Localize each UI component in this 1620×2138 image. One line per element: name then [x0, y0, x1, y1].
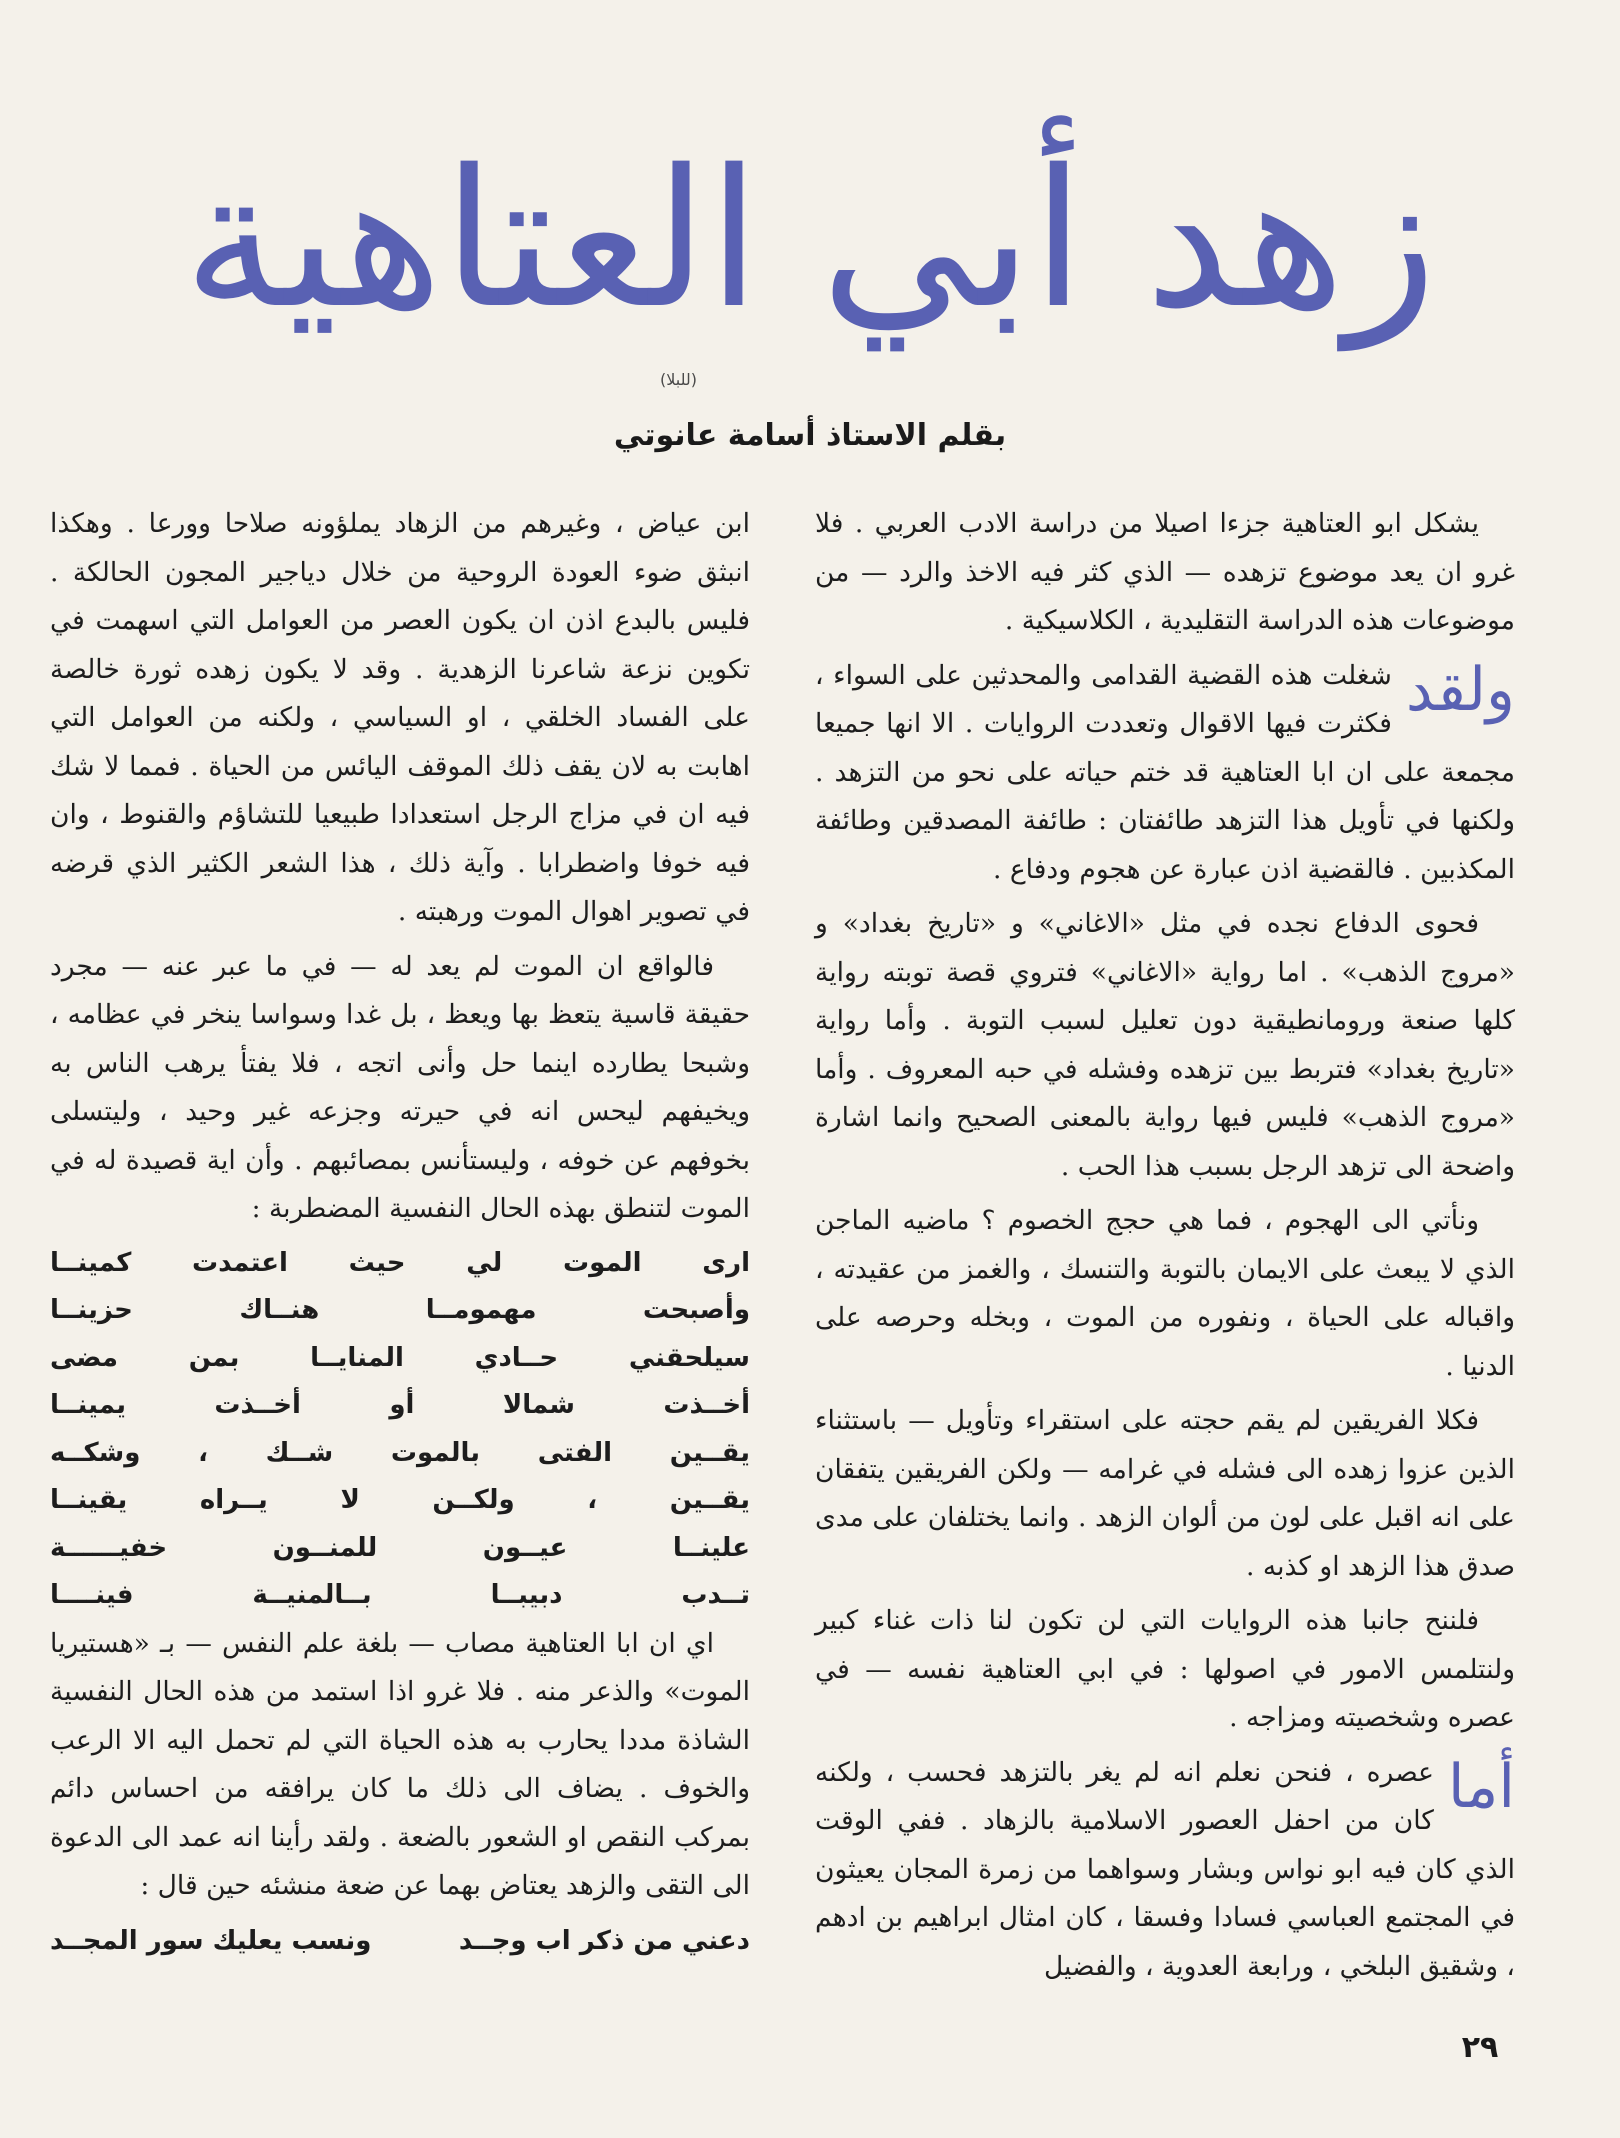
verse: تــدب دبيبــا بــالمنيــة فينــــا [50, 1580, 750, 1610]
paragraph: فحوى الدفاع نجده في مثل «الاغاني» و «تاريخ بغداد» و «مروج الذهب» . اما رواية «الاغاني» فتروي قصة توبته رواية كلها صنعة ورومانطيقية دون تعليل لسبب التوبة . وأما رواية «تاريخ بغداد» فتربط بين تزهده وفشله في حبه المعروف . وأما «مروج الذهب» فليس فيها رواية بالمعنى الصحيح وانما اشارة واضحة الى تزهد الرجل بسبب هذا الحب . [815, 908, 1515, 1182]
verse: علينــا عيــون للمنــون خفيــــــة [50, 1532, 750, 1563]
right-column [815, 500, 1515, 1997]
article-title: زهد أبي العتاهية [183, 129, 1437, 350]
paragraph [815, 1749, 1515, 1992]
byline: بقلم الاستاذ أسامة عانوتي [613, 418, 1007, 453]
paragraph: اي ان ابا العتاهية مصاب — بلغة علم النفس — بـ «هستيريا الموت» والذعر منه . فلا غرو اذا استمد من هذه الحال النفسية الشاذة مددا يحارب به هذه الحياة التي لم تحمل اليه الا الرعب والخوف . يضاف الى ذلك ما كان يرافقه من احساس دائم بمركب النقص او الشعور بالضعة . ولقد رأينا انه عمد الى الدعوة الى التقى والزهد يعتاض بهما عن ضعة منشئه حين قال : [50, 1627, 750, 1901]
paragraph-text: عصره ، فنحن نعلم انه لم يغر بالتزهد فحسب ، ولكنه كان من احفل العصور الاسلامية بالزهاد . ففي الوقت الذي كان فيه ابو نواس وبشار وسواهما من زمرة المجان يعيثون في المجتمع العباسي فسادا وفسقا ، كان امثال ابراهيم بن ادهم ، وشقيق البلخي ، ورابعة العدوية ، والفضيل [815, 1756, 1515, 1982]
paragraph: يشكل ابو العتاهية جزءا اصيلا من دراسة الادب العربي . فلا غرو ان يعد موضوع تزهده — الذي كثر فيه الاخذ والرد — من موضوعات هذه الدراسة التقليدية ، الكلاسيكية . [815, 508, 1515, 636]
hemistich: دعني من ذكر اب وجــد [458, 1925, 750, 1956]
poem [50, 1240, 750, 1620]
dropcap: ولقد [1405, 654, 1515, 725]
left-column [50, 500, 750, 1965]
verse: سيلحقني حــادي المنايــا بمن مضى [50, 1342, 750, 1373]
paragraph: فالواقع ان الموت لم يعد له — في ما عبر عنه — مجرد حقيقة قاسية يتعظ بها ويعظ ، بل غدا وسواسا ينخر في عظامه ، وشبحا يطارده اينما حل وأنى اتجه ، فلا يفتأ يرهب الناس به ويخيفهم ليحس انه في حيرته وجزعه غير وحيد ، وليتسلى بخوفهم عن خوفه ، وليستأنس بمصائبهم . وأن اية قصيدة له في الموت لتنطق بهذه الحال النفسية المضطربة : [50, 950, 750, 1224]
verse: يقــين الفتى بالموت شــك ، وشكــه [50, 1437, 750, 1468]
verse: وأصبحت مهمومــا هنــاك حزينــا [50, 1295, 750, 1325]
dropcap: أما [1447, 1751, 1515, 1822]
verse: يقــين ، ولكــن لا يــراه يقينــا [50, 1485, 750, 1515]
page-number: ٢٩ [1461, 2030, 1499, 2065]
paragraph: فلننح جانبا هذه الروايات التي لن تكون لنا ذات غناء كبير ولنتلمس الامور في اصولها : في ابي العتاهية نفسه — في عصره وشخصيته ومزاجه . [815, 1605, 1515, 1733]
title-mark: (للبلا) [660, 370, 698, 389]
paragraph: ابن عياض ، وغيرهم من الزهاد يملؤونه صلاحا وورعا . وهكذا انبثق ضوء العودة الروحية من خلال دياجير المجون الحالكة . فليس بالبدع اذن ان يكون العصر من العوامل التي اسهمت في تكوين نزعة شاعرنا الزهدية . وقد لا يكون زهده ثورة خالصة على الفساد الخلقي ، او السياسي ، ولكنه من العوامل التي اهابت به لان يقف ذلك الموقف اليائس من الحياة . فمما لا شك فيه ان في مزاج الرجل استعدادا طبيعيا للتشاؤم والقنوط ، وان فيه خوفا واضطرابا . وآية ذلك ، هذا الشعر الكثير الذي قرضه في تصوير اهوال الموت ورهبته . [50, 508, 750, 927]
paragraph-text: شغلت هذه القضية القدامى والمحدثين على السواء ، فكثرت فيها الاقوال وتعددت الروايات . الا انها جميعا مجمعة على ان ابا العتاهية قد ختم حياته على نحو من التزهد . ولكنها في تأويل هذا التزهد طائفتان : طائفة المصدقين وطائفة المكذبين . فالقضية اذن عبارة عن هجوم ودفاع . [815, 659, 1515, 885]
verse: ارى الموت لي حيث اعتمدت كمينــا [50, 1247, 750, 1278]
hemistich: ونسب يعليك سور المجــد [50, 1925, 372, 1956]
paragraph: ونأتي الى الهجوم ، فما هي حجج الخصوم ؟ ماضيه الماجن الذي لا يبعث على الايمان بالتوبة والتنسك ، والغمز من عقيدته ، واقباله على الحياة ، ونفوره من الموت ، وبخله وحرصه على الدنيا . [815, 1205, 1515, 1382]
verse: أخــذت شمالا أو أخــذت يمينــا [50, 1390, 750, 1420]
final-verse [50, 1917, 750, 1965]
paragraph: فكلا الفريقين لم يقم حجته على استقراء وتأويل — باستثناء الذين عزوا زهده الى فشله في غرامه — ولكن الفريقين يتفقان على انه اقبل على لون من ألوان الزهد . وانما يختلفان على مدى صدق هذا الزهد او كذبه . [815, 1405, 1515, 1582]
paragraph [815, 652, 1515, 895]
